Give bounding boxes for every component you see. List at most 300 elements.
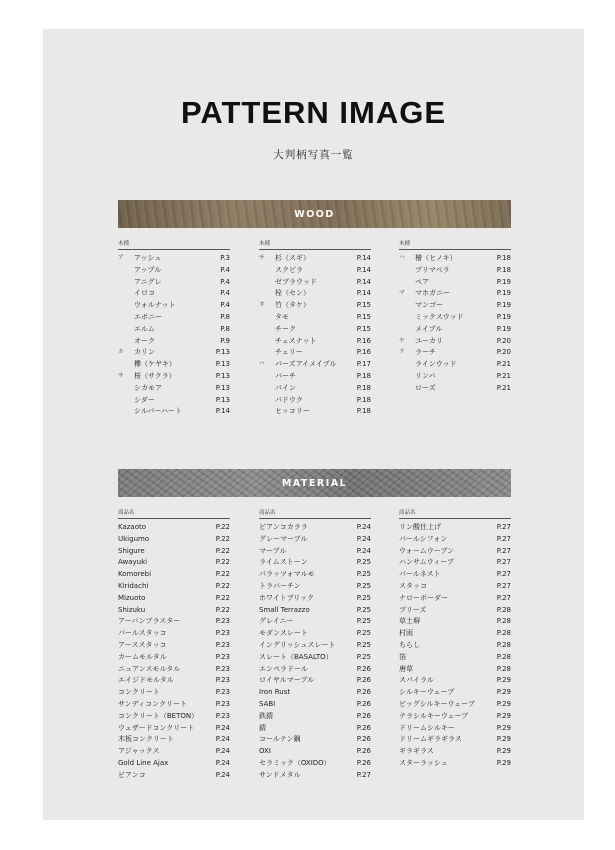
list-item	[399, 359, 511, 371]
item-name: ウォルナット	[134, 301, 176, 310]
page-number: P.22	[215, 570, 230, 579]
item-name: Ukigumo	[118, 534, 150, 543]
item-name: シカモア	[134, 383, 162, 392]
list-item	[118, 522, 230, 534]
item-name: ちらし	[399, 640, 420, 649]
page-number: P.26	[356, 676, 371, 685]
list-item	[259, 687, 371, 699]
item-name: コンクリート（BETON）	[118, 711, 199, 720]
list-item	[259, 746, 371, 758]
list-item	[259, 581, 371, 593]
page-number: P.28	[496, 652, 511, 661]
kana-group-label: サ	[259, 255, 265, 261]
page-title: PATTERN IMAGE	[180, 95, 446, 130]
page-number: P.29	[496, 699, 511, 708]
page-number: P.22	[215, 546, 230, 555]
item-name: パラッツォマルモ	[259, 570, 315, 579]
item-name: Mizuoto	[118, 593, 146, 602]
page-number: P.23	[215, 664, 230, 673]
list-item	[259, 640, 371, 652]
page-number: P.8	[220, 312, 230, 321]
page-number: P.27	[496, 546, 511, 555]
page-number: P.25	[356, 593, 371, 602]
kana-group-label: ラ	[399, 349, 405, 356]
item-name: 檜（ヒノキ）	[415, 254, 457, 262]
page-number: P.29	[496, 711, 511, 720]
page-number: P.25	[356, 570, 371, 579]
kana-group-label: ア	[118, 255, 124, 261]
item-name: グレーマーブル	[259, 534, 308, 543]
list-item	[259, 253, 371, 265]
item-name: ドリームシルキー	[399, 723, 455, 732]
list-item	[399, 711, 511, 723]
page-number: P.22	[215, 558, 230, 567]
list-item	[118, 640, 230, 652]
item-name: スレート（BASALTO）	[259, 652, 333, 661]
item-name: コンクリート	[118, 688, 160, 697]
page-number: P.18	[356, 395, 371, 404]
list-item	[118, 557, 230, 569]
item-name: Iron Rust	[259, 688, 291, 697]
page-number: P.26	[356, 735, 371, 744]
list-item	[399, 557, 511, 569]
list-item	[259, 371, 371, 383]
page-number: P.23	[215, 699, 230, 708]
list-item	[118, 300, 230, 312]
page-number: P.24	[215, 770, 230, 779]
item-name: カームモルタル	[118, 652, 167, 661]
item-name: Komorebi	[118, 570, 152, 579]
page-number: P.27	[496, 581, 511, 590]
page-number: P.4	[220, 301, 230, 310]
page-number: P.28	[496, 605, 511, 614]
item-name: 錆	[259, 723, 266, 732]
page-number: P.13	[215, 360, 230, 369]
page-number: P.22	[215, 593, 230, 602]
item-name: ユーカリ	[415, 336, 443, 345]
column-header: 木種	[118, 240, 230, 250]
item-name: プリマベラ	[415, 265, 450, 274]
list-item	[259, 616, 371, 628]
item-name: バーズアイメイプル	[275, 360, 337, 369]
item-name: Kiridachi	[118, 581, 149, 590]
column-header: 商品名	[118, 509, 230, 519]
catalog-page	[43, 29, 584, 820]
page-number: P.3	[220, 254, 230, 262]
list-item	[118, 593, 230, 605]
page-number: P.14	[356, 289, 371, 298]
page-number: P.23	[215, 652, 230, 661]
list-item	[399, 546, 511, 558]
list-item	[399, 265, 511, 277]
list-item	[259, 534, 371, 546]
material-column-2	[259, 509, 371, 782]
item-name: マンゴー	[415, 301, 443, 310]
list-item	[399, 616, 511, 628]
list-item	[118, 347, 230, 359]
page-number: P.26	[356, 664, 371, 673]
list-item	[399, 347, 511, 359]
item-name: タモ	[275, 312, 289, 321]
item-name: アップル	[134, 265, 162, 274]
item-name: ローズ	[415, 383, 436, 392]
item-name: 箔	[399, 652, 406, 661]
page-number: P.29	[496, 723, 511, 732]
item-name: ペア	[415, 277, 429, 286]
page-number: P.17	[356, 360, 371, 369]
list-item	[259, 300, 371, 312]
item-name: OXI	[259, 747, 271, 756]
list-item	[399, 288, 511, 300]
item-name: アッシュ	[134, 254, 162, 262]
wood-column-2	[259, 240, 371, 418]
wood-column-1	[118, 240, 230, 418]
list-item	[399, 675, 511, 687]
page-number: P.20	[496, 348, 511, 357]
page-number: P.18	[356, 407, 371, 416]
item-name: イロコ	[134, 289, 155, 298]
list-item	[259, 336, 371, 348]
item-name: Small Terrazzo	[259, 605, 310, 614]
item-name: ビッグシルキーウェーブ	[399, 699, 475, 708]
item-name: カリン	[134, 348, 155, 357]
item-name: ブリーズ	[399, 605, 427, 614]
list-item	[118, 395, 230, 407]
page-number: P.18	[356, 383, 371, 392]
item-name: SABI	[259, 699, 276, 708]
list-item	[259, 312, 371, 324]
list-item	[259, 265, 371, 277]
item-name: セラミック（OXIDO）	[259, 758, 331, 767]
item-name: Shizuku	[118, 605, 146, 614]
page-number: P.29	[496, 758, 511, 767]
list-item	[399, 522, 511, 534]
item-name: 村雨	[399, 629, 413, 638]
item-name: 欅（ケヤキ）	[134, 360, 176, 369]
page-number: P.29	[496, 735, 511, 744]
list-item	[399, 628, 511, 640]
page-number: P.4	[220, 289, 230, 298]
item-name: ナローボーダー	[399, 593, 448, 602]
list-item	[399, 383, 511, 395]
item-name: イングリッシュスレート	[259, 640, 336, 649]
list-item	[118, 770, 230, 782]
item-name: シダー	[134, 395, 155, 404]
list-item	[399, 652, 511, 664]
item-name: バーチ	[275, 371, 296, 380]
item-name: Shigure	[118, 546, 145, 555]
item-name: マーブル	[259, 546, 287, 555]
page-number: P.22	[215, 523, 230, 531]
item-name: オーク	[134, 336, 155, 345]
list-item	[259, 324, 371, 336]
kana-group-label: カ	[118, 349, 124, 356]
page-number: P.9	[220, 336, 230, 345]
item-name: パドウク	[275, 395, 303, 404]
page-number: P.22	[215, 605, 230, 614]
item-name: スタッコ	[399, 581, 427, 590]
page-number: P.21	[496, 360, 511, 369]
list-item	[118, 758, 230, 770]
list-item	[399, 569, 511, 581]
item-name: 木板コンクリート	[118, 735, 174, 744]
page-number: P.23	[215, 617, 230, 626]
item-name: ウォームウーブン	[399, 546, 455, 555]
page-number: P.23	[215, 676, 230, 685]
item-name: チェリー	[275, 348, 303, 357]
item-name: スターラッシュ	[399, 758, 448, 767]
page-number: P.28	[496, 664, 511, 673]
page-number: P.25	[356, 581, 371, 590]
page-number: P.15	[356, 324, 371, 333]
page-number: P.14	[356, 254, 371, 262]
list-item	[118, 675, 230, 687]
item-name: コールテン鋼	[259, 735, 301, 744]
kana-group-label: サ	[118, 372, 124, 379]
list-item	[118, 687, 230, 699]
list-item	[118, 664, 230, 676]
list-item	[399, 312, 511, 324]
list-item	[399, 734, 511, 746]
item-name: シルキーウェーブ	[399, 688, 455, 697]
list-item	[399, 324, 511, 336]
list-item	[259, 605, 371, 617]
item-name: スパイラル	[399, 676, 434, 685]
page-number: P.24	[215, 747, 230, 756]
page-number: P.19	[496, 301, 511, 310]
item-name: チーク	[275, 324, 296, 333]
page-number: P.14	[356, 277, 371, 286]
page-number: P.25	[356, 652, 371, 661]
item-name: 鉄錆	[259, 711, 273, 720]
wood-section-banner	[118, 200, 511, 228]
page-number: P.28	[496, 640, 511, 649]
wood-section-label: WOOD	[294, 208, 335, 220]
page-number: P.18	[356, 371, 371, 380]
kana-group-label: タ	[259, 302, 265, 309]
item-name: アーバンプラスター	[118, 617, 181, 626]
item-name: パールスタッコ	[118, 629, 167, 638]
page-number: P.24	[215, 758, 230, 767]
item-name: ラーチ	[415, 348, 436, 357]
page-number: P.27	[496, 593, 511, 602]
list-item	[399, 534, 511, 546]
list-item	[259, 288, 371, 300]
page-number: P.13	[215, 383, 230, 392]
page-number: P.26	[356, 699, 371, 708]
page-number: P.26	[356, 723, 371, 732]
list-item	[259, 383, 371, 395]
list-item	[118, 711, 230, 723]
material-column-1	[118, 509, 230, 782]
item-name: トラバーチン	[259, 581, 301, 590]
page-number: P.25	[356, 617, 371, 626]
page-number: P.13	[215, 395, 230, 404]
item-name: エンペラドール	[259, 664, 308, 673]
item-name: アジャックス	[118, 747, 160, 756]
list-item	[259, 770, 371, 782]
kana-group-label: マ	[399, 290, 405, 297]
item-name: ミックスウッド	[415, 312, 464, 321]
item-name: ライムストーン	[259, 558, 308, 567]
item-name: ニュアンスモルタル	[118, 664, 181, 673]
page-number: P.22	[215, 534, 230, 543]
item-name: メイプル	[415, 324, 443, 333]
page-number: P.19	[496, 324, 511, 333]
item-name: アニグレ	[134, 277, 162, 286]
page-number: P.21	[496, 383, 511, 392]
item-name: ギラギラス	[399, 747, 434, 756]
item-name: 栓（セン）	[275, 289, 310, 298]
column-header: 木種	[259, 240, 371, 250]
page-number: P.8	[220, 324, 230, 333]
page-number: P.13	[215, 348, 230, 357]
page-number: P.22	[215, 581, 230, 590]
item-name: サンドメタル	[259, 770, 301, 779]
item-name: スクピラ	[275, 265, 303, 274]
item-name: ウェザードコンクリート	[118, 723, 195, 732]
list-item	[118, 746, 230, 758]
item-name: グレイニー	[259, 617, 294, 626]
list-item	[399, 300, 511, 312]
page-number: P.19	[496, 277, 511, 286]
item-name: ホワイトブリック	[259, 593, 315, 602]
page-number: P.28	[496, 617, 511, 626]
item-name: ハンサムウィーブ	[399, 558, 454, 567]
kana-group-label: ハ	[259, 361, 265, 368]
list-item	[259, 277, 371, 289]
page-number: P.4	[220, 265, 230, 274]
item-name: パイン	[275, 383, 296, 392]
list-item	[118, 546, 230, 558]
list-item	[118, 288, 230, 300]
column-header: 商品名	[399, 509, 511, 519]
page-number: P.26	[356, 758, 371, 767]
page-number: P.26	[356, 688, 371, 697]
item-name: ラインウッド	[415, 360, 457, 369]
item-name: マホガニー	[415, 289, 450, 298]
item-name: モダンスレート	[259, 629, 308, 638]
column-header: 木種	[399, 240, 511, 250]
page-number: P.18	[496, 265, 511, 274]
list-item	[399, 746, 511, 758]
page-number: P.25	[356, 558, 371, 567]
page-number: P.25	[356, 629, 371, 638]
list-item	[259, 652, 371, 664]
page-number: P.18	[496, 254, 511, 262]
list-item	[259, 395, 371, 407]
material-section-label: MATERIAL	[281, 477, 348, 489]
list-item	[259, 569, 371, 581]
kana-group-label: ハ	[399, 255, 405, 261]
item-name: ゼブラウッド	[275, 277, 317, 286]
page-number: P.15	[356, 301, 371, 310]
list-item	[399, 664, 511, 676]
list-item	[259, 675, 371, 687]
list-item	[259, 628, 371, 640]
list-item	[118, 652, 230, 664]
list-item	[399, 605, 511, 617]
item-name: ドリームギラギラス	[399, 735, 462, 744]
page-number: P.27	[496, 558, 511, 567]
item-name: 杉（スギ）	[275, 254, 310, 262]
list-item	[399, 758, 511, 770]
page-number: P.16	[356, 336, 371, 345]
item-name: 唐草	[399, 664, 413, 673]
page-number: P.25	[356, 605, 371, 614]
item-name: ロイヤルマーブル	[259, 676, 315, 685]
list-item	[259, 359, 371, 371]
item-name: パールシフォン	[399, 534, 448, 543]
list-item	[118, 628, 230, 640]
page-number: P.29	[496, 688, 511, 697]
item-name: ビアンコ	[118, 770, 146, 779]
item-name: アーススタッコ	[118, 640, 167, 649]
list-item	[259, 557, 371, 569]
list-item	[118, 605, 230, 617]
list-item	[259, 699, 371, 711]
list-item	[118, 265, 230, 277]
item-name: サンディコンクリート	[118, 699, 187, 708]
list-item	[259, 664, 371, 676]
page-number: P.24	[356, 523, 371, 531]
list-item	[259, 522, 371, 534]
page-number: P.23	[215, 640, 230, 649]
page-number: P.24	[215, 735, 230, 744]
page-number: P.27	[496, 523, 511, 531]
material-section-banner	[118, 469, 511, 497]
list-item	[399, 253, 511, 265]
list-item	[259, 723, 371, 735]
page-number: P.23	[215, 711, 230, 720]
list-item	[399, 581, 511, 593]
item-name: ヒッコリー	[275, 407, 310, 416]
list-item	[259, 347, 371, 359]
wood-column-3	[399, 240, 511, 395]
item-name: 桜（サクラ）	[134, 371, 176, 380]
list-item	[259, 734, 371, 746]
list-item	[118, 723, 230, 735]
list-item	[399, 687, 511, 699]
list-item	[118, 371, 230, 383]
list-item	[399, 371, 511, 383]
list-item	[259, 758, 371, 770]
list-item	[118, 277, 230, 289]
page-number: P.19	[496, 312, 511, 321]
item-name: チェスナット	[275, 336, 317, 345]
list-item	[399, 640, 511, 652]
list-item	[118, 383, 230, 395]
item-name: シルバーハート	[134, 407, 182, 416]
page-number: P.23	[215, 629, 230, 638]
item-name: 竹（タケ）	[275, 301, 310, 310]
page-number: P.27	[356, 770, 371, 779]
list-item	[118, 616, 230, 628]
page-number: P.20	[496, 336, 511, 345]
item-name: リン酸仕上げ	[399, 523, 441, 531]
page-subtitle: 大判柄写真一覧	[273, 149, 354, 161]
page-number: P.24	[356, 534, 371, 543]
list-item	[259, 593, 371, 605]
list-item	[118, 581, 230, 593]
page-number: P.14	[356, 265, 371, 274]
page-number: P.26	[356, 711, 371, 720]
list-item	[118, 569, 230, 581]
list-item	[118, 359, 230, 371]
page-number: P.24	[356, 546, 371, 555]
list-item	[399, 277, 511, 289]
page-number: P.15	[356, 312, 371, 321]
